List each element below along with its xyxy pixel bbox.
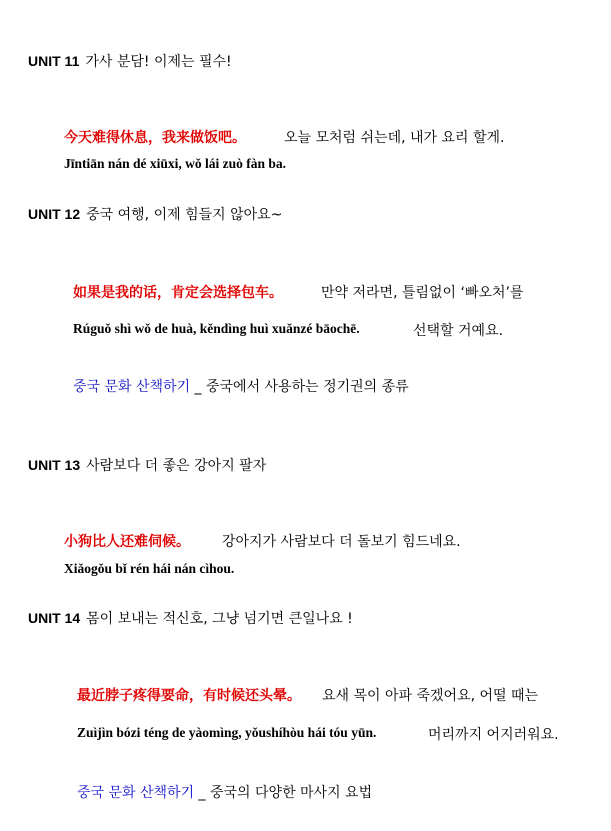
culture-topic: _ 중국에서 사용하는 정기권의 종류 bbox=[190, 379, 409, 395]
unit-14-heading bbox=[28, 608, 353, 628]
unit-11-heading bbox=[28, 51, 232, 71]
korean-translation: 강아지가 사람보다 더 돌보기 힘드네요. bbox=[222, 534, 461, 550]
pinyin-line: Rúguǒ shì wǒ de huà, kěndìng huì xuǎnzé bāochē. bbox=[73, 321, 360, 336]
chinese-sentence: 小狗比人还难伺候。 bbox=[64, 534, 190, 550]
culture-note bbox=[73, 376, 409, 396]
unit-12-heading bbox=[28, 204, 282, 224]
korean-translation: 만약 저라면, 틀림없이 ‘빠오처’를 bbox=[321, 285, 524, 301]
culture-walk-link[interactable]: 중국 문화 산책하기 bbox=[77, 785, 195, 801]
pinyin-line: Zuìjìn bózi téng de yàomìng, yǒushíhòu hái tóu yūn. bbox=[77, 725, 377, 740]
korean-translation-continued: 선택할 거예요. bbox=[413, 323, 504, 339]
unit-title: 가사 분담! 이제는 필수! bbox=[85, 54, 232, 70]
culture-walk-link[interactable]: 중국 문화 산책하기 bbox=[73, 379, 191, 395]
pinyin-line: Jīntiān nán dé xiūxi, wǒ lái zuò fàn ba. bbox=[64, 156, 287, 171]
korean-translation: 요새 목이 아파 죽겠어요, 어떨 때는 bbox=[322, 688, 539, 704]
unit-13-heading bbox=[28, 455, 266, 475]
unit-title: 몸이 보내는 적신호, 그냥 넘기면 큰일나요 ! bbox=[86, 611, 353, 627]
chinese-sentence: 如果是我的话，肯定会选择包车。 bbox=[73, 285, 283, 301]
unit-label: UNIT 11 bbox=[28, 53, 80, 69]
korean-translation-continued: 머리까지 어지러워요. bbox=[428, 727, 559, 743]
unit-label: UNIT 14 bbox=[28, 610, 81, 626]
unit-title: 중국 여행, 이제 힘들지 않아요~ bbox=[86, 207, 283, 223]
culture-topic: _ 중국의 다양한 마사지 요법 bbox=[194, 785, 373, 801]
chinese-sentence: 今天难得休息，我来做饭吧。 bbox=[64, 130, 246, 146]
korean-translation: 오늘 모처럼 쉬는데, 내가 요리 할게. bbox=[284, 130, 505, 146]
unit-label: UNIT 13 bbox=[28, 457, 81, 473]
unit-title: 사람보다 더 좋은 강아지 팔자 bbox=[86, 458, 267, 474]
culture-note bbox=[77, 782, 372, 802]
pinyin-line: Xiǎogǒu bǐ rén hái nán cìhou. bbox=[64, 561, 235, 576]
chinese-sentence: 最近脖子疼得要命，有时候还头晕。 bbox=[77, 688, 301, 704]
unit-label: UNIT 12 bbox=[28, 206, 81, 222]
